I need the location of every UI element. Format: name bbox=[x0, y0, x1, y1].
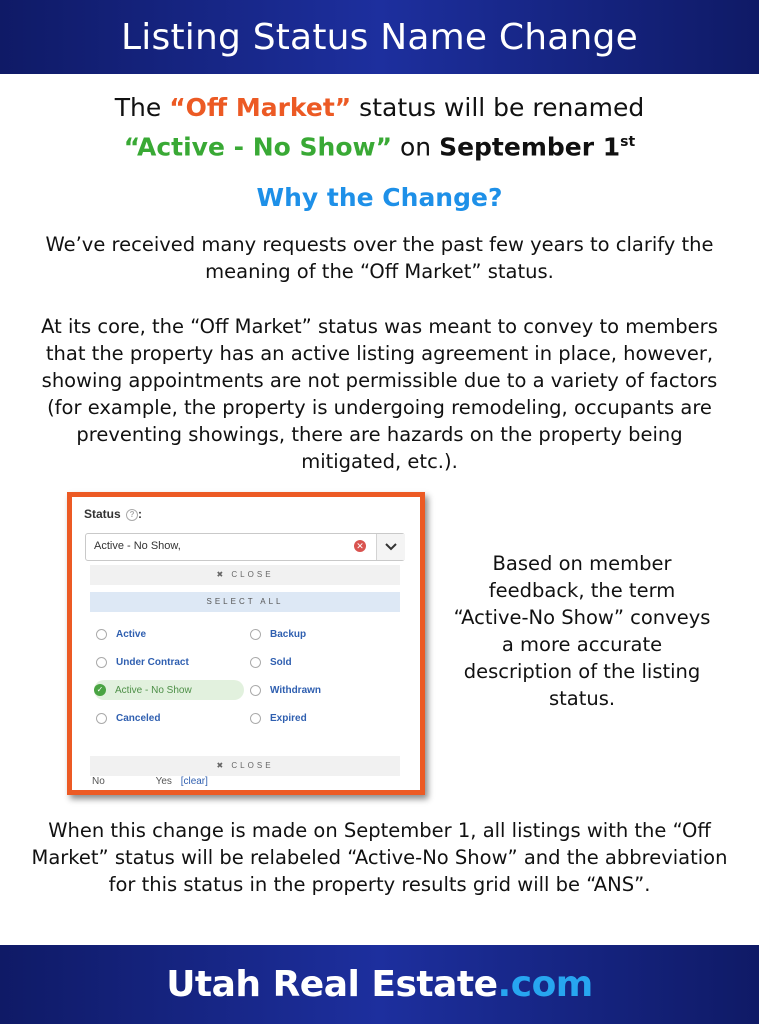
status-label-colon: : bbox=[138, 507, 143, 521]
option-active[interactable] bbox=[96, 624, 146, 644]
headline bbox=[0, 90, 759, 164]
radio-icon bbox=[250, 685, 261, 696]
option-label: Sold bbox=[270, 656, 292, 668]
new-status-name: “Active - No Show” bbox=[123, 132, 393, 162]
side-note: Based on member feedback, the term “Active-No Show” conveys a more accurate description of the listing status. bbox=[453, 552, 711, 710]
status-label-text: Status bbox=[84, 507, 121, 521]
option-label: Expired bbox=[270, 712, 307, 724]
option-active-no-show[interactable] bbox=[94, 680, 244, 700]
headline-line-1 bbox=[0, 90, 759, 125]
old-status-name: “Off Market” bbox=[169, 93, 352, 122]
brand-logo[interactable] bbox=[166, 964, 593, 1005]
close-icon: ✖ bbox=[216, 761, 227, 770]
radio-icon bbox=[96, 657, 107, 668]
headline-text: on bbox=[392, 132, 440, 162]
hidden-filter-row bbox=[92, 776, 208, 787]
option-label: Backup bbox=[270, 628, 307, 640]
change-date: September 1 bbox=[439, 132, 621, 162]
paragraph-requests: We’ve received many requests over the past few years to clarify the meaning of the “Off Market” status. bbox=[45, 233, 714, 283]
option-label: Withdrawn bbox=[270, 684, 322, 696]
checkmark-icon: ✓ bbox=[94, 684, 106, 696]
headline-text: status will be renamed bbox=[351, 93, 645, 122]
filter-yes[interactable]: Yes bbox=[155, 776, 172, 787]
why-heading: Why the Change? bbox=[256, 183, 503, 212]
option-canceled[interactable] bbox=[96, 708, 160, 728]
close-label: CLOSE bbox=[231, 761, 274, 770]
option-withdrawn[interactable] bbox=[250, 680, 321, 700]
option-label: Canceled bbox=[116, 712, 161, 724]
status-select-value: Active - No Show, bbox=[94, 540, 181, 552]
close-label: CLOSE bbox=[231, 570, 274, 579]
select-all-button[interactable]: SELECT ALL bbox=[90, 592, 400, 612]
clear-selection-icon[interactable]: ✕ bbox=[354, 540, 366, 552]
brand-name: Utah Real Estate bbox=[166, 964, 498, 1005]
radio-icon bbox=[250, 657, 261, 668]
paragraph-explanation: At its core, the “Off Market” status was meant to convey to members that the property has an active listing agreement in place, however, showing appointments are not permissible due to a variety of factors (for example, the property is undergoing remodeling, occupants are preventing showings, there are hazards on the property being mitigated, etc.). bbox=[41, 315, 718, 473]
option-backup[interactable] bbox=[250, 624, 306, 644]
status-widget-screenshot bbox=[67, 492, 425, 795]
headline-text: The bbox=[114, 93, 170, 122]
chevron-down-icon[interactable] bbox=[376, 534, 405, 560]
page-title: Listing Status Name Change bbox=[121, 16, 638, 58]
radio-icon bbox=[250, 629, 261, 640]
top-banner bbox=[0, 0, 759, 74]
footer-banner bbox=[0, 945, 759, 1024]
option-under-contract[interactable] bbox=[96, 652, 189, 672]
status-select[interactable] bbox=[85, 533, 405, 561]
help-icon[interactable]: ? bbox=[126, 509, 138, 521]
close-button-top[interactable] bbox=[90, 565, 400, 585]
close-icon: ✖ bbox=[216, 570, 227, 579]
paragraph-change-details: When this change is made on September 1, all listings with the “Off Market” status will be relabeled “Active-No Show” and the abbreviation for this status in the property results grid will be “ANS”. bbox=[31, 819, 728, 896]
option-label: Active bbox=[116, 628, 147, 640]
headline-line-2 bbox=[0, 125, 759, 164]
filter-no[interactable]: No bbox=[92, 776, 105, 787]
radio-icon bbox=[250, 713, 261, 724]
option-label: Active - No Show bbox=[115, 684, 192, 696]
close-button-bottom[interactable] bbox=[90, 756, 400, 776]
option-expired[interactable] bbox=[250, 708, 307, 728]
brand-tld: .com bbox=[497, 964, 593, 1005]
date-suffix: st bbox=[620, 134, 636, 150]
option-sold[interactable] bbox=[250, 652, 292, 672]
status-label bbox=[84, 507, 142, 521]
radio-icon bbox=[96, 713, 107, 724]
radio-icon bbox=[96, 629, 107, 640]
option-label: Under Contract bbox=[116, 656, 189, 668]
clear-link[interactable]: [clear] bbox=[180, 776, 208, 787]
